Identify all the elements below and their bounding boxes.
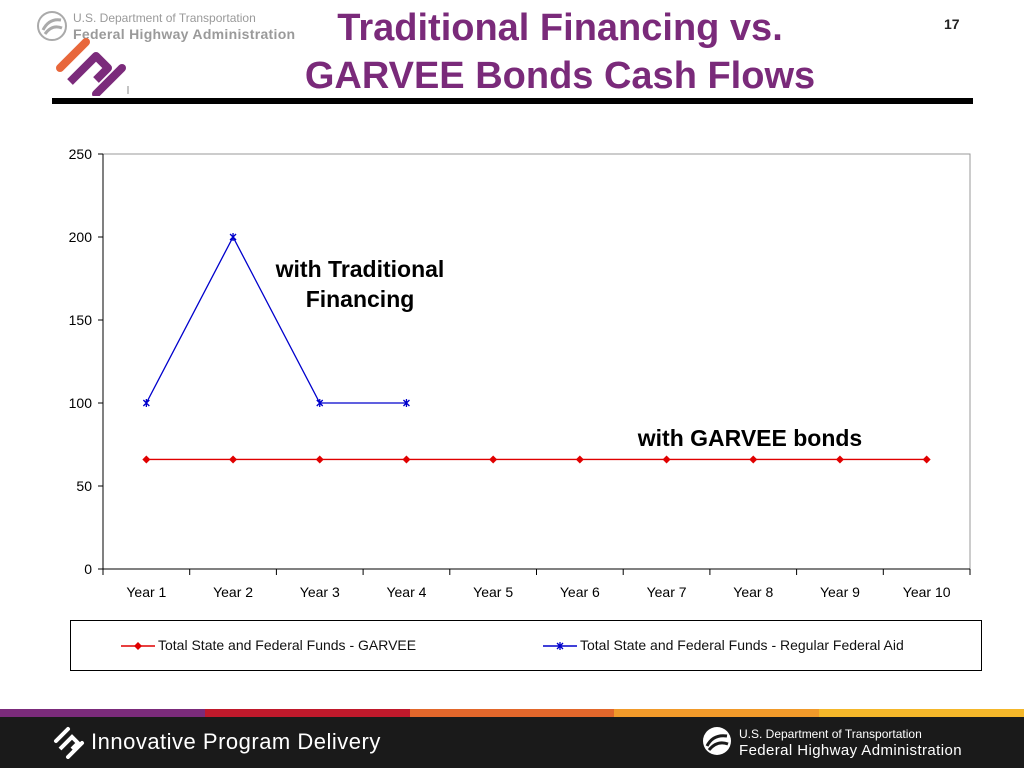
- legend-marker-garvee-icon: [121, 638, 155, 654]
- x-tick-label: Year 5: [473, 584, 514, 600]
- y-tick-label: 50: [76, 478, 92, 494]
- page-number: 17: [944, 16, 960, 32]
- legend-label-garvee: Total State and Federal Funds - GARVEE: [158, 637, 417, 653]
- y-tick-label: 200: [68, 229, 92, 245]
- annotation-traditional-line1: with Traditional: [275, 256, 445, 282]
- data-point: [142, 455, 150, 463]
- x-tick-label: Year 8: [733, 584, 774, 600]
- footer-agency-line1: U.S. Department of Transportation: [739, 727, 922, 741]
- y-tick-label: 250: [68, 146, 92, 162]
- title-line1: Traditional Financing vs.: [337, 7, 783, 49]
- agency-line2: Federal Highway Administration: [73, 26, 296, 42]
- data-point: [230, 233, 236, 241]
- y-tick-label: 150: [68, 312, 92, 328]
- slide-footer: [0, 717, 1024, 768]
- footer-stripe: [819, 709, 1024, 717]
- ipd-footer-icon: [52, 725, 86, 759]
- x-tick-label: Year 2: [213, 584, 254, 600]
- data-point: [143, 399, 149, 407]
- data-point: [923, 455, 931, 463]
- dot-footer-logo-icon: [701, 725, 733, 757]
- title-line2: GARVEE Bonds Cash Flows: [304, 55, 816, 97]
- footer-color-stripes: [0, 709, 1024, 717]
- footer-program-name: Innovative Program Delivery: [91, 729, 381, 754]
- y-tick-label: 0: [84, 561, 92, 577]
- annotation-traditional-line2: Financing: [305, 286, 415, 312]
- legend-marker-regular-federal-aid-icon: [543, 638, 577, 654]
- annotation-traditional: [250, 254, 470, 314]
- x-tick-label: Year 10: [902, 584, 951, 600]
- x-tick-label: Year 3: [299, 584, 340, 600]
- series-0: [142, 455, 930, 463]
- data-point: [749, 455, 757, 463]
- data-point: [316, 455, 324, 463]
- plot-area: [103, 154, 970, 569]
- data-point: [229, 455, 237, 463]
- chart-legend: [70, 620, 982, 671]
- x-tick-label: Year 9: [819, 584, 860, 600]
- footer-stripe: [205, 709, 410, 717]
- legend-label-regular-federal-aid: Total State and Federal Funds - Regular Federal Aid: [580, 637, 904, 653]
- agency-line1: U.S. Department of Transportation: [73, 11, 256, 25]
- x-tick-label: Year 4: [386, 584, 427, 600]
- data-point: [489, 455, 497, 463]
- annotation-garvee: with GARVEE bonds: [637, 425, 863, 451]
- y-tick-label: 100: [68, 395, 92, 411]
- x-tick-label: Year 7: [646, 584, 687, 600]
- footer-stripe: [410, 709, 615, 717]
- x-tick-label: Year 6: [559, 584, 600, 600]
- x-tick-label: Year 1: [126, 584, 167, 600]
- data-point: [836, 455, 844, 463]
- footer-stripe: [614, 709, 819, 717]
- footer-stripe: [0, 709, 205, 717]
- footer-agency-line2: Federal Highway Administration: [739, 742, 962, 759]
- data-point: [576, 455, 584, 463]
- data-point: [663, 455, 671, 463]
- data-point: [402, 455, 410, 463]
